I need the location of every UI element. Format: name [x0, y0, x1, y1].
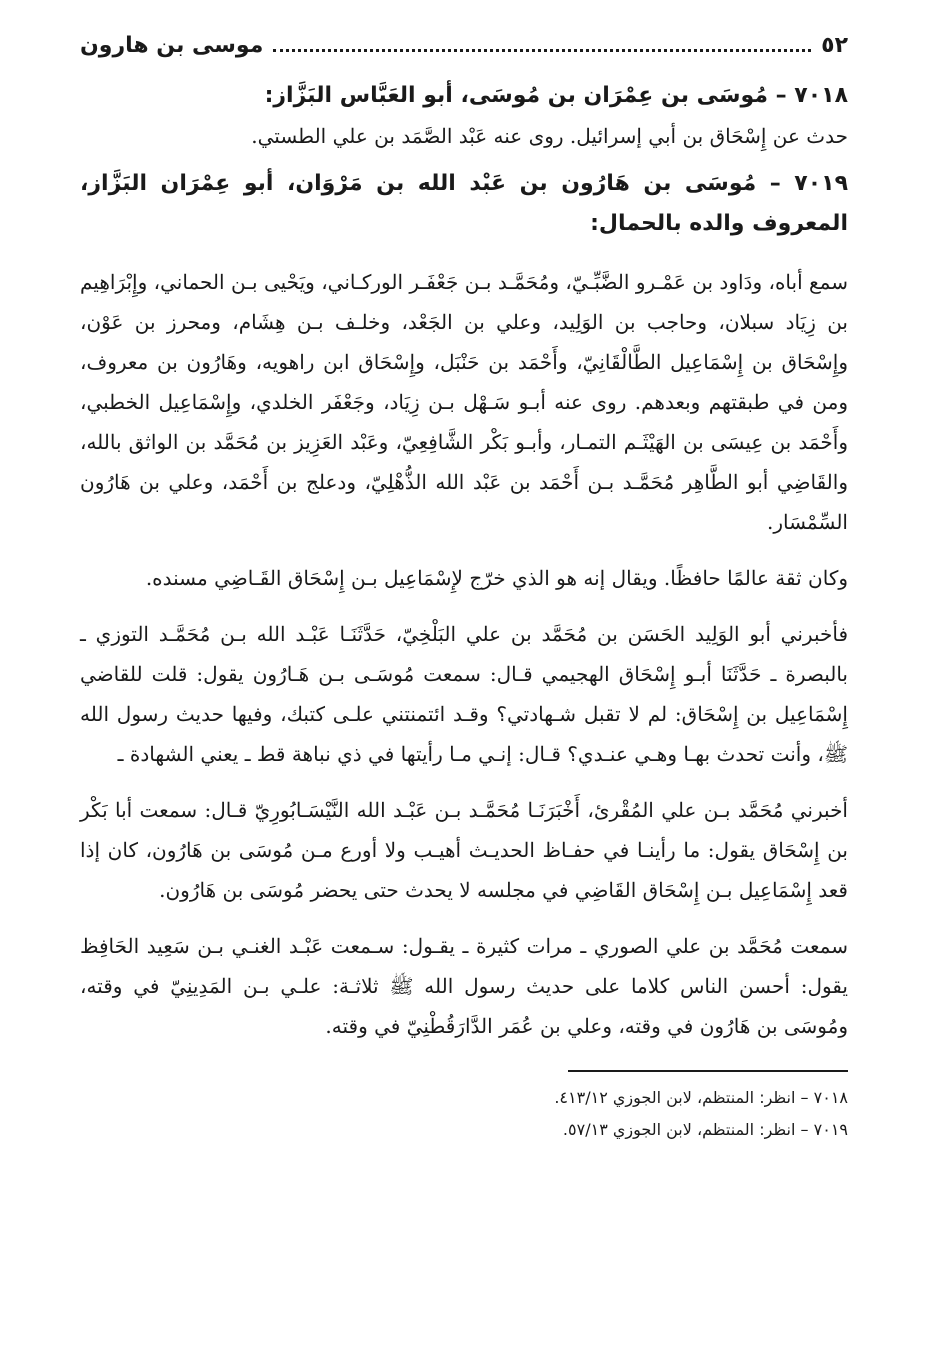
entry-heading: ٧٠١٨ – مُوسَى بن عِمْرَان بن مُوسَى، أبو العَبَّاس البَزَّاز:: [264, 83, 848, 108]
entry-7019: [80, 164, 848, 244]
footnotes: [80, 1082, 848, 1146]
running-header: [80, 28, 848, 68]
footnote: ٧٠١٨ – انظر: المنتظم، لابن الجوزي ٤١٣/١٢.: [554, 1088, 848, 1107]
paragraph: أخبرني مُحَمَّد بـن علي المُقْرئ، أَخْبَرَنَـا مُحَمَّـد بـن عَبْـد الله النَّيْسَـابُورِيّ قـال: سمعت أبا بَكْر بن إِسْحَاق يقول: ما رأينـا في حفـاظ الحديـث أهيـب ولا أورع مـن مُوسَى بن هَارُون، كان إذا قعد إِسْمَاعِيل بـن إِسْحَاق القَاضِي في مجلسه لا يحدث حتى يحضر مُوسَى بن هَارُون.: [80, 798, 848, 902]
paragraph: فأخبرني أبو الوَلِيد الحَسَن بن مُحَمَّد بن علي البَلْخِيّ، حَدَّثَنَـا عَبْـد الله بـن مُحَمَّـد التوزي ـ بالبصرة ـ حَدَّثَنَا أبـو إِسْحَاق الهجيمي قـال: سمعت مُوسَـى بـن هَـارُون يقول: قلت للقاضي إِسْمَاعِيل بن إِسْحَاق: لم لا تقبل شـهادتي؟ وقـد ائتمنتني علـى كتبك، وفيها حديث رسول الله ﷺ، وأنت تحدث بهـا وهـي عنـدي؟ قـال: إنـي مـا رأيتها في ذي نباهة قط ـ يعني الشهادة ـ: [80, 622, 848, 766]
entry-body: حدث عن إِسْحَاق بن أبي إسرائيل. روى عنه عَبْد الصَّمَد بن علي الطستي.: [251, 124, 848, 148]
header-dot-leader: [273, 48, 811, 52]
entry-7018: [80, 76, 848, 156]
paragraph: سمعت مُحَمَّد بن علي الصوري ـ مرات كثيرة ـ يقـول: سـمعت عَبْـد الغنـي بـن سَعِيد الحَافِظ يقول: أحسن الناس كلاما على حديث رسول الله ﷺ ثلاثـة: علـي بـن المَدِينِيّ في وقته، ومُوسَى بن هَارُون في وقته، وعلي بن عُمَر الدَّارَقُطْنِيّ في وقته.: [80, 934, 848, 1038]
running-title: موسى بن هارون: [80, 33, 264, 58]
paragraph: سمع أباه، ودَاود بن عَمْـرو الضَّبِّـيّ، ومُحَمَّـد بـن جَعْفَـر الوركـاني، ويَحْيى بـن الحماني، وإِبْرَاهِيم بن زِيَاد سبلان، وحاجب بن الوَلِيد، وعلي بن الجَعْد، وخلـف بـن هِشَام، ومحرز بن عَوْن، وإِسْحَاق بن إِسْمَاعِيل الطَّالْقَانِيّ، وأَحْمَد بن حَنْبَل، وإِسْحَاق ابن راهويه، وهَارُون بن معروف، ومن في طبقتهم وبعدهم. روى عنه أبـو سَـهْل بـن زِيَاد، وجَعْفَر الخلدي، وإِسْمَاعِيل الخطبي، وأَحْمَد بن عِيسَى بن الهَيْثَـم التمـار، وأبـو بَكْر الشَّافِعِيّ، وعَبْد العَزِيز بن مُحَمَّد بن الواثق بالله، والقَاضِي أبو الطَّاهِر مُحَمَّـد بـن أَحْمَد بن عَبْد الله الذُّهْلِيّ، ودعلج بن أَحْمَد، وعلي بن هَارُون السِّمْسَار.: [80, 270, 848, 534]
book-page: [80, 28, 848, 1146]
footnote: ٧٠١٩ – انظر: المنتظم، لابن الجوزي ٥٧/١٣.: [562, 1120, 848, 1139]
footnote-separator: [568, 1070, 848, 1072]
page-number: ٥٢: [821, 33, 848, 58]
paragraph: وكان ثقة عالمًا حافظًا. ويقال إنه هو الذي خرّج لإِسْمَاعِيل بـن إِسْحَاق القَـاضِي مسنده.: [145, 566, 848, 590]
entry-heading: ٧٠١٩ – مُوسَى بن هَارُون بن عَبْد الله بن مَرْوَان، أبو عِمْرَان البَزَّاز، المعروف والده بالحمال:: [80, 171, 848, 236]
